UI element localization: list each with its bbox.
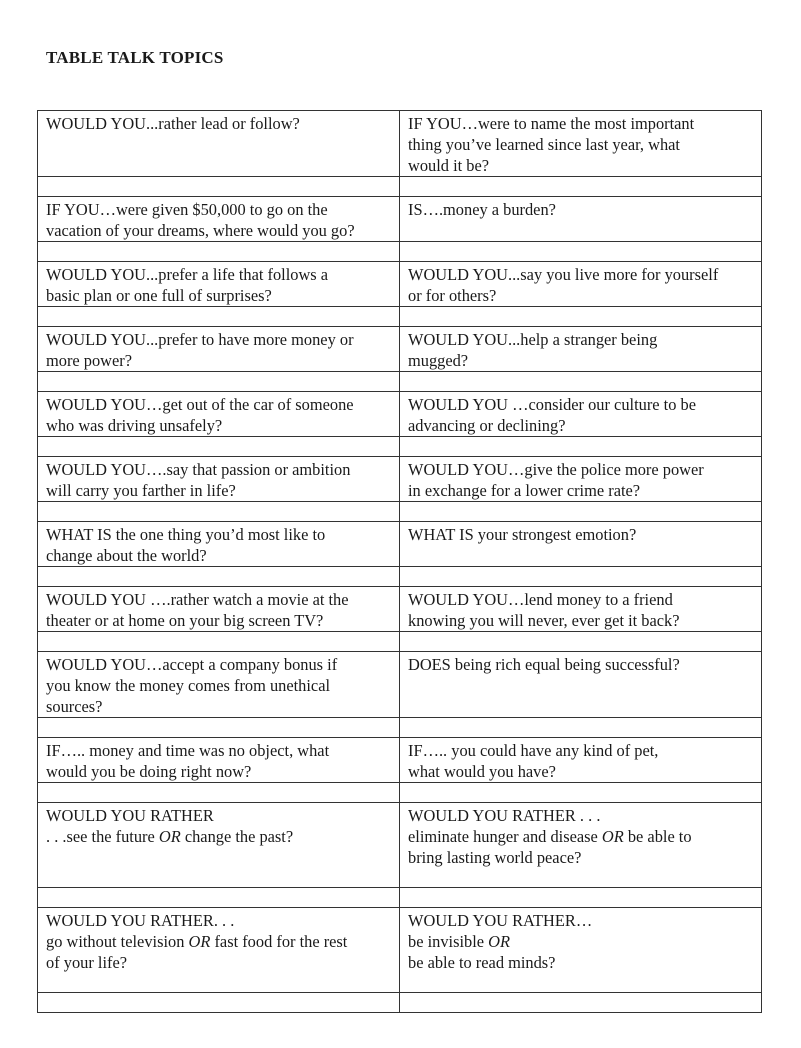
topic-cell-left: [38, 392, 400, 437]
table-row: [38, 522, 762, 567]
spacer-cell: [38, 372, 400, 392]
topic-line: IS….money a burden?: [408, 200, 556, 219]
table-row: [38, 111, 762, 177]
topic-line: WOULD YOU…accept a company bonus if: [46, 655, 338, 674]
table-row: [38, 262, 762, 307]
table-row: [38, 457, 762, 502]
topic-line: basic plan or one full of surprises?: [46, 286, 272, 305]
topic-line: IF….. you could have any kind of pet,: [408, 741, 659, 760]
topic-line: WOULD YOU...prefer a life that follows a: [46, 265, 329, 284]
topic-line: WOULD YOU….say that passion or ambition: [46, 460, 351, 479]
page-title: TABLE TALK TOPICS: [46, 48, 224, 67]
topic-line: WHAT IS your strongest emotion?: [408, 525, 637, 544]
topic-cell-left: [38, 908, 400, 993]
topic-line: WOULD YOU...rather lead or follow?: [46, 114, 300, 133]
spacer-row: [38, 177, 762, 197]
spacer-cell: [38, 718, 400, 738]
spacer-cell: [400, 502, 762, 522]
topic-cell-right: [400, 262, 762, 307]
topic-cell-left: [38, 587, 400, 632]
topic-cell-left: [38, 262, 400, 307]
topic-cell-right: [400, 803, 762, 888]
topic-line: WOULD YOU RATHER . . .: [408, 806, 601, 825]
topic-cell-right: [400, 738, 762, 783]
spacer-row: [38, 437, 762, 457]
topic-cell-left: [38, 327, 400, 372]
topic-line: WOULD YOU RATHER…: [408, 911, 593, 930]
table-row: [38, 587, 762, 632]
topic-line: WOULD YOU…get out of the car of someone: [46, 395, 354, 414]
topic-cell-left: [38, 111, 400, 177]
table-row: [38, 197, 762, 242]
topic-cell-left: [38, 522, 400, 567]
spacer-row: [38, 888, 762, 908]
spacer-cell: [400, 372, 762, 392]
spacer-cell: [400, 177, 762, 197]
spacer-cell: [38, 783, 400, 803]
topic-line: thing you’ve learned since last year, what: [408, 135, 680, 154]
table-row: [38, 738, 762, 783]
spacer-cell: [400, 437, 762, 457]
topic-cell-right: [400, 197, 762, 242]
table-row: [38, 327, 762, 372]
topic-line: . . .see the future OR change the past?: [46, 827, 294, 846]
spacer-row: [38, 718, 762, 738]
topics-table: [37, 110, 762, 1013]
topic-line: mugged?: [408, 351, 469, 370]
topic-line: eliminate hunger and disease OR be able to: [408, 827, 692, 846]
topic-line: be able to read minds?: [408, 953, 556, 972]
topic-line: IF YOU…were to name the most important: [408, 114, 695, 133]
table-row: [38, 908, 762, 993]
topic-line: of your life?: [46, 953, 128, 972]
table-row: [38, 652, 762, 718]
spacer-cell: [38, 993, 400, 1013]
topic-cell-right: [400, 522, 762, 567]
topic-line: WOULD YOU...say you live more for yourself: [408, 265, 719, 284]
topic-line: who was driving unsafely?: [46, 416, 223, 435]
topic-line: WOULD YOU …consider our culture to be: [408, 395, 696, 414]
topic-cell-left: [38, 457, 400, 502]
spacer-cell: [400, 993, 762, 1013]
spacer-cell: [400, 242, 762, 262]
topic-line: change about the world?: [46, 546, 207, 565]
spacer-row: [38, 502, 762, 522]
spacer-row: [38, 372, 762, 392]
topic-cell-right: [400, 587, 762, 632]
spacer-cell: [400, 632, 762, 652]
topic-line: vacation of your dreams, where would you go?: [46, 221, 355, 240]
spacer-cell: [38, 632, 400, 652]
table-row: [38, 803, 762, 888]
spacer-cell: [38, 437, 400, 457]
topic-line: sources?: [46, 697, 103, 716]
topic-line: IF….. money and time was no object, what: [46, 741, 330, 760]
topic-line: DOES being rich equal being successful?: [408, 655, 680, 674]
spacer-row: [38, 307, 762, 327]
topic-cell-right: [400, 652, 762, 718]
topic-line: WOULD YOU ….rather watch a movie at the: [46, 590, 349, 609]
spacer-cell: [400, 718, 762, 738]
topic-cell-right: [400, 111, 762, 177]
topic-line: WOULD YOU...help a stranger being: [408, 330, 658, 349]
topic-cell-left: [38, 652, 400, 718]
spacer-cell: [38, 567, 400, 587]
spacer-cell: [400, 783, 762, 803]
spacer-cell: [38, 177, 400, 197]
spacer-cell: [38, 502, 400, 522]
topic-line: go without television OR fast food for the rest: [46, 932, 348, 951]
topic-line: more power?: [46, 351, 133, 370]
topic-line: what would you have?: [408, 762, 556, 781]
topic-line: advancing or declining?: [408, 416, 566, 435]
spacer-row: [38, 632, 762, 652]
spacer-cell: [38, 307, 400, 327]
topic-cell-left: [38, 197, 400, 242]
topic-line: IF YOU…were given $50,000 to go on the: [46, 200, 328, 219]
spacer-row: [38, 242, 762, 262]
topic-line: WOULD YOU...prefer to have more money or: [46, 330, 354, 349]
topic-cell-left: [38, 803, 400, 888]
topic-line: would you be doing right now?: [46, 762, 252, 781]
spacer-row: [38, 783, 762, 803]
topic-line: be invisible OR: [408, 932, 510, 951]
table-row: [38, 392, 762, 437]
topic-line: will carry you farther in life?: [46, 481, 236, 500]
topic-cell-left: [38, 738, 400, 783]
topic-line: would it be?: [408, 156, 490, 175]
topic-line: WHAT IS the one thing you’d most like to: [46, 525, 326, 544]
spacer-row: [38, 567, 762, 587]
topic-line: in exchange for a lower crime rate?: [408, 481, 641, 500]
spacer-row: [38, 993, 762, 1013]
spacer-cell: [400, 307, 762, 327]
topic-cell-right: [400, 327, 762, 372]
topic-line: bring lasting world peace?: [408, 848, 582, 867]
topic-line: knowing you will never, ever get it back?: [408, 611, 680, 630]
topic-line: WOULD YOU…give the police more power: [408, 460, 704, 479]
topic-line: WOULD YOU…lend money to a friend: [408, 590, 673, 609]
topic-line: WOULD YOU RATHER. . .: [46, 911, 235, 930]
spacer-cell: [38, 242, 400, 262]
topic-line: you know the money comes from unethical: [46, 676, 331, 695]
topic-cell-right: [400, 457, 762, 502]
topic-cell-right: [400, 392, 762, 437]
spacer-cell: [400, 888, 762, 908]
topic-line: or for others?: [408, 286, 497, 305]
topic-line: theater or at home on your big screen TV?: [46, 611, 324, 630]
topic-cell-right: [400, 908, 762, 993]
spacer-cell: [38, 888, 400, 908]
topic-line: WOULD YOU RATHER: [46, 806, 214, 825]
spacer-cell: [400, 567, 762, 587]
